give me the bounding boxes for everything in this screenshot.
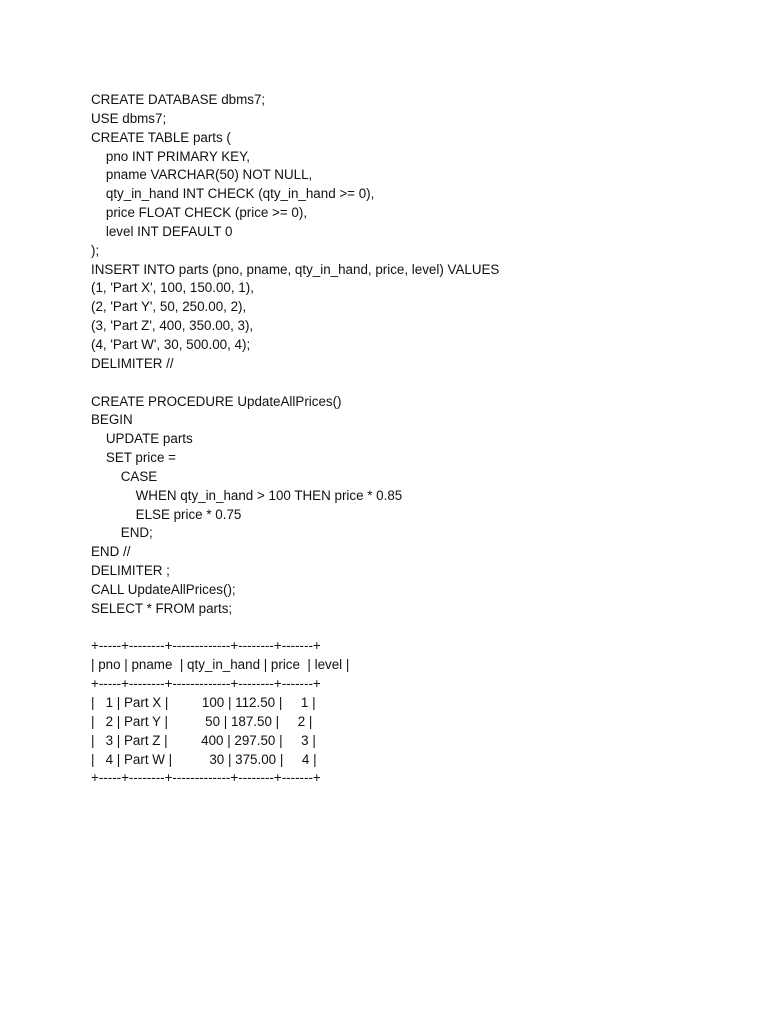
- sql-line: CREATE TABLE parts (: [91, 129, 231, 145]
- sql-line: END;: [91, 525, 153, 541]
- blank-line: [91, 374, 741, 393]
- sql-line: price FLOAT CHECK (price >= 0),: [91, 205, 308, 221]
- result-table-border: +-----+--------+-------------+--------+-------+: [91, 676, 321, 692]
- sql-line: USE dbms7;: [91, 110, 167, 126]
- sql-line: ELSE price * 0.75: [91, 506, 242, 522]
- sql-line: WHEN qty_in_hand > 100 THEN price * 0.85: [91, 487, 403, 503]
- sql-line: (2, 'Part Y', 50, 250.00, 2),: [91, 299, 247, 315]
- sql-line: (1, 'Part X', 100, 150.00, 1),: [91, 280, 254, 296]
- sql-line: qty_in_hand INT CHECK (qty_in_hand >= 0),: [91, 186, 375, 202]
- result-table-row: | 2 | Part Y | 50 | 187.50 | 2 |: [91, 713, 313, 729]
- result-table-row: | 4 | Part W | 30 | 375.00 | 4 |: [91, 751, 317, 767]
- blank-line: [91, 619, 741, 638]
- sql-line: SET price =: [91, 450, 176, 466]
- sql-line: (4, 'Part W', 30, 500.00, 4);: [91, 336, 251, 352]
- result-table-border: +-----+--------+-------------+--------+-------+: [91, 638, 321, 654]
- sql-line: (3, 'Part Z', 400, 350.00, 3),: [91, 318, 254, 334]
- sql-line: CASE: [91, 468, 158, 484]
- result-table-header: | pno | pname | qty_in_hand | price | level |: [91, 657, 350, 673]
- sql-line: pno INT PRIMARY KEY,: [91, 148, 251, 164]
- sql-line: CALL UpdateAllPrices();: [91, 581, 236, 597]
- sql-line: END //: [91, 544, 131, 560]
- sql-line: INSERT INTO parts (pno, pname, qty_in_hand, price, level) VALUES: [91, 261, 500, 277]
- sql-line: DELIMITER //: [91, 355, 174, 371]
- sql-line: DELIMITER ;: [91, 563, 170, 579]
- sql-line: SELECT * FROM parts;: [91, 600, 233, 616]
- result-table-row: | 3 | Part Z | 400 | 297.50 | 3 |: [91, 732, 316, 748]
- sql-line: CREATE PROCEDURE UpdateAllPrices(): [91, 393, 342, 409]
- sql-line: );: [91, 242, 100, 258]
- result-table-row: | 1 | Part X | 100 | 112.50 | 1 |: [91, 695, 316, 710]
- sql-line: pname VARCHAR(50) NOT NULL,: [91, 167, 313, 183]
- result-table-border: +-----+--------+-------------+--------+-------+: [91, 770, 321, 786]
- sql-line: UPDATE parts: [91, 431, 193, 447]
- sql-line: level INT DEFAULT 0: [91, 223, 233, 239]
- sql-line: CREATE DATABASE dbms7;: [91, 92, 266, 107]
- sql-line: BEGIN: [91, 412, 133, 428]
- sql-document-body: [91, 91, 741, 788]
